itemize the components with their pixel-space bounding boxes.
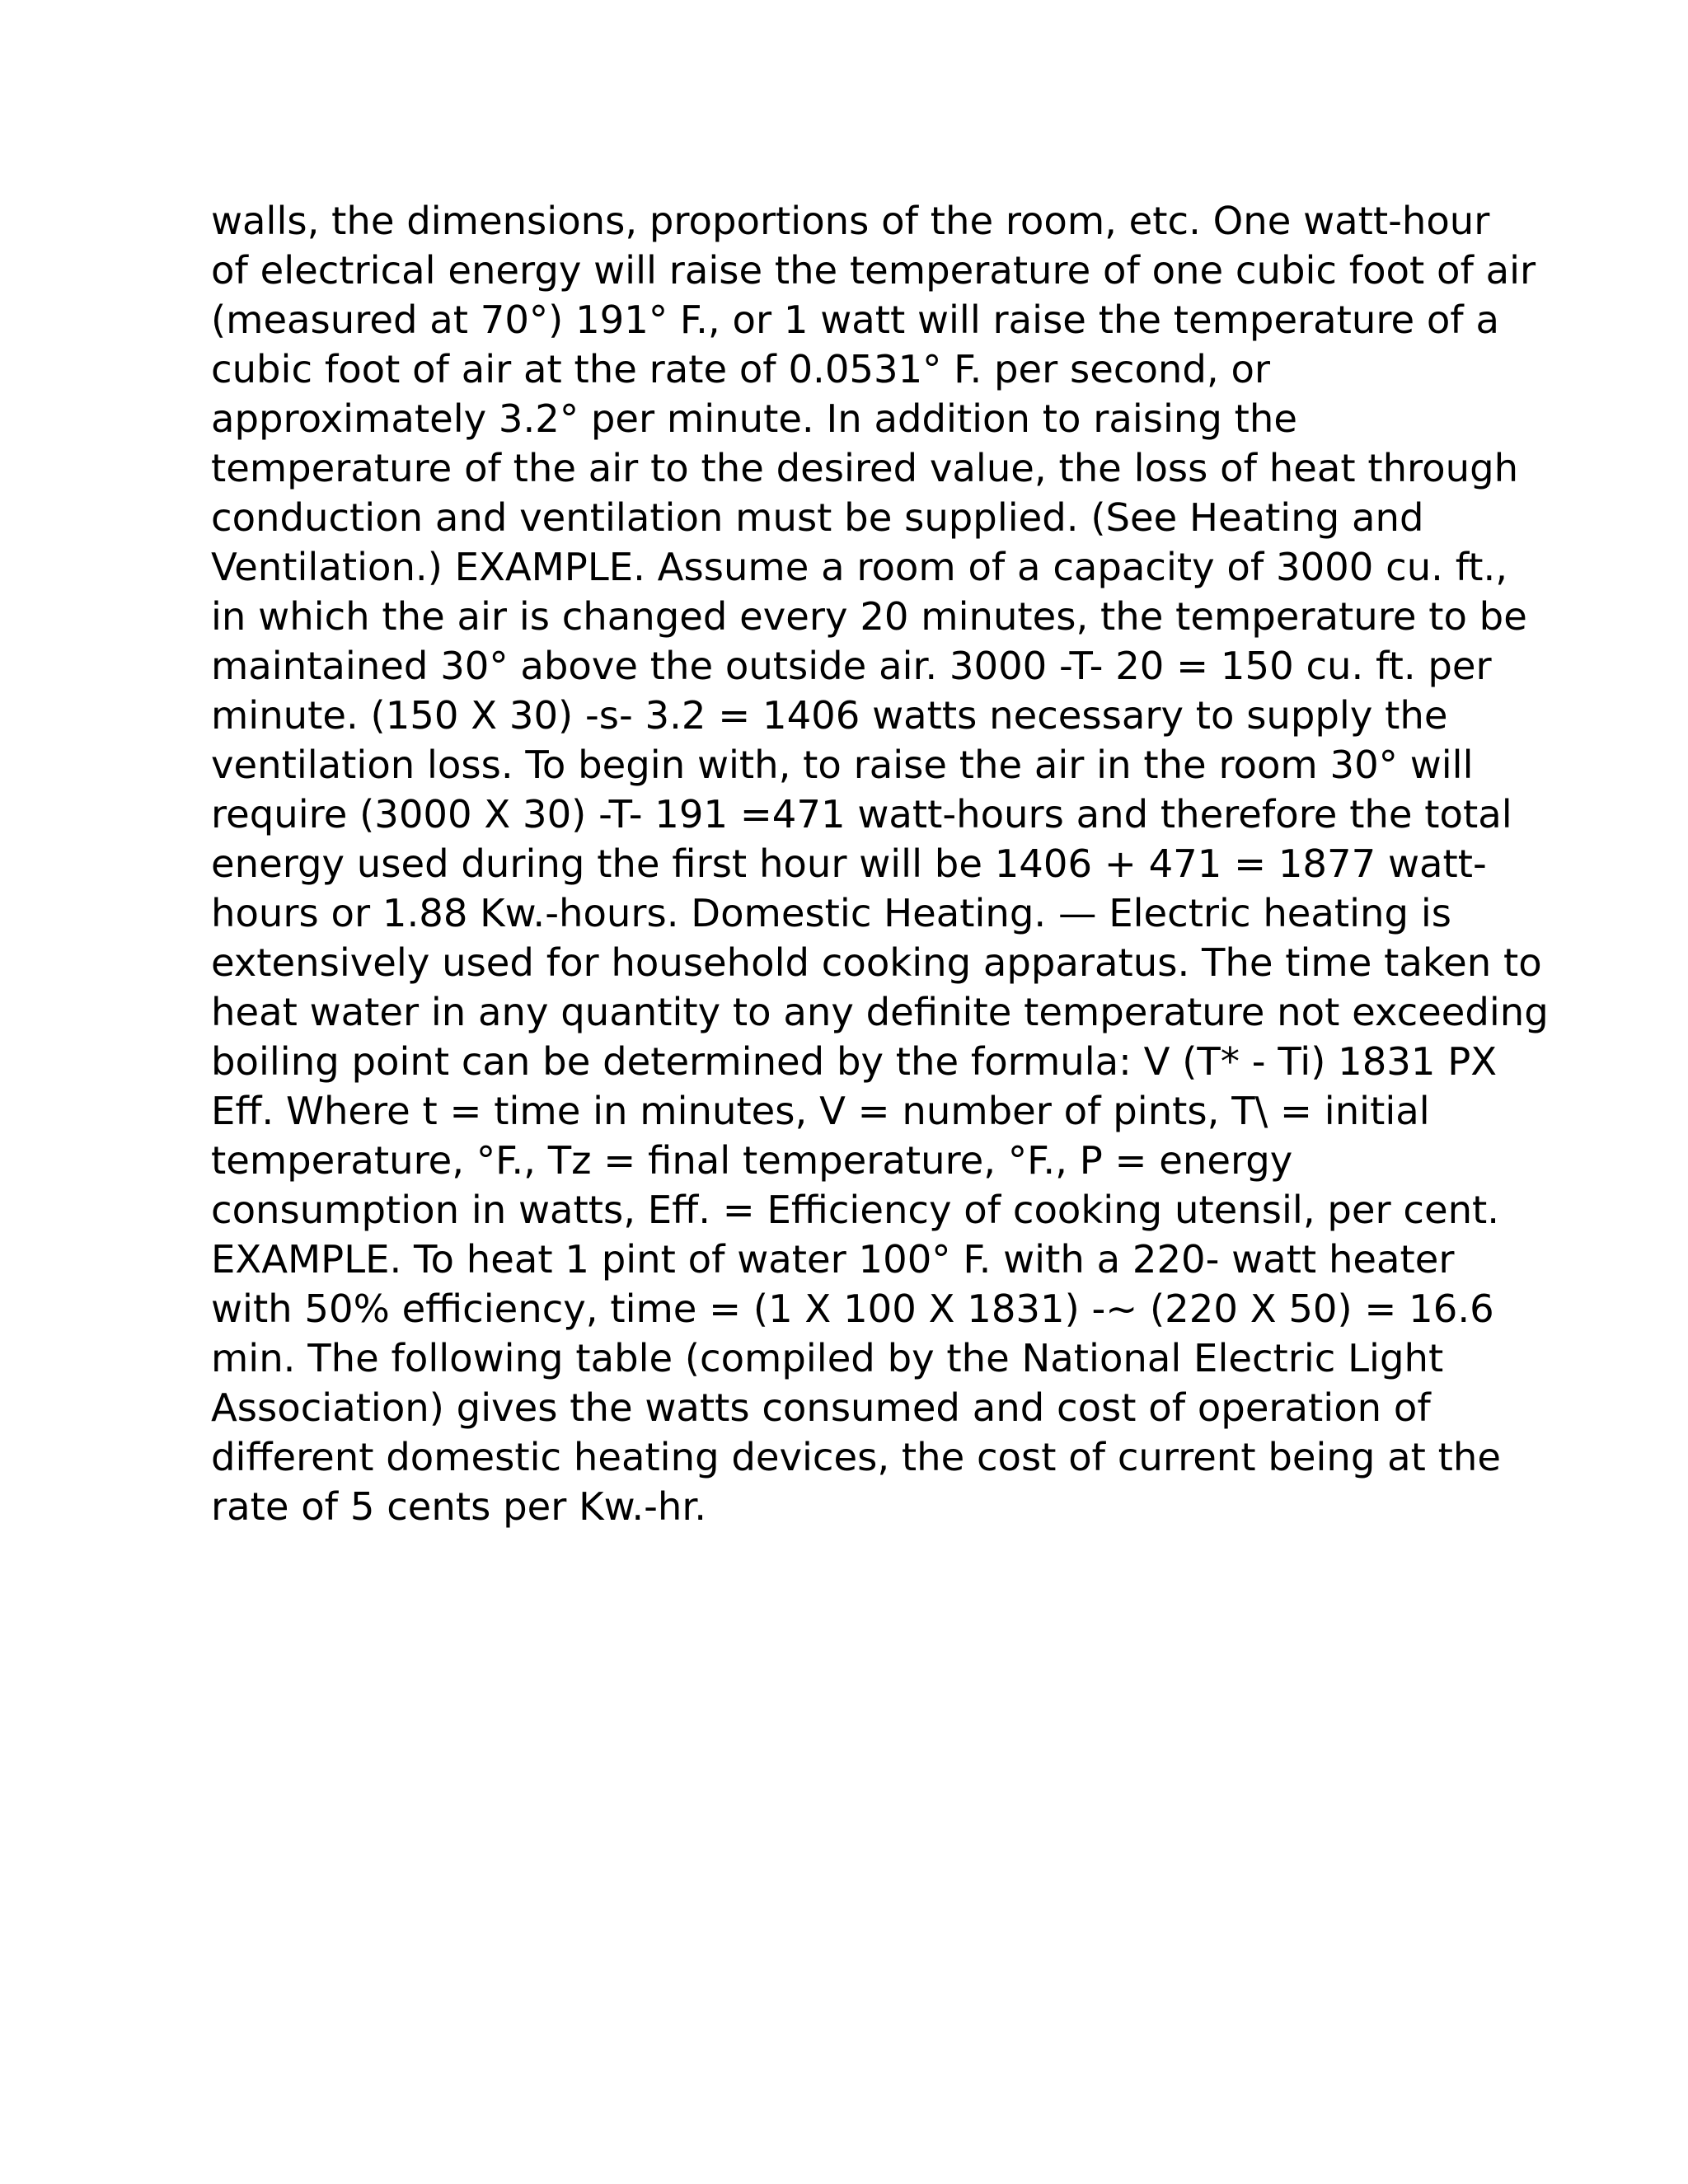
text-line: temperature of the air to the desired value, the loss of heat through <box>211 446 1519 490</box>
text-line: (measured at 70°) 191° F., or 1 watt will raise the temperature of a <box>211 298 1499 342</box>
text-line: extensively used for household cooking apparatus. The time taken to <box>211 940 1542 985</box>
text-line: EXAMPLE. To heat 1 pint of water 100° F. with a 220- watt heater <box>211 1237 1455 1282</box>
text-line: min. The following table (compiled by the National Electric Light <box>211 1336 1444 1380</box>
text-line: with 50% efficiency, time = (1 X 100 X 1831) -~ (220 X 50) = 16.6 <box>211 1286 1494 1331</box>
body-text <box>211 196 1549 1531</box>
text-line: energy used during the first hour will be 1406 + 471 = 1877 watt- <box>211 841 1487 886</box>
text-line: heat water in any quantity to any definite temperature not exceeding <box>211 990 1549 1034</box>
text-line: Eff. Where t = time in minutes, V = number of pints, T\ = initial <box>211 1089 1430 1133</box>
text-line: ventilation loss. To begin with, to raise the air in the room 30° will <box>211 743 1474 787</box>
text-line: require (3000 X 30) -T- 191 =471 watt-hours and therefore the total <box>211 792 1512 837</box>
text-line: rate of 5 cents per Kw.-hr. <box>211 1484 707 1529</box>
text-line: conduction and ventilation must be supplied. (See Heating and <box>211 495 1424 540</box>
text-line: maintained 30° above the outside air. 3000 -T- 20 = 150 cu. ft. per <box>211 644 1492 688</box>
text-line: hours or 1.88 Kw.-hours. Domestic Heating. — Electric heating is <box>211 891 1451 935</box>
text-line: different domestic heating devices, the cost of current being at the <box>211 1435 1501 1479</box>
text-line: temperature, °F., Tz = final temperature, °F., P = energy <box>211 1138 1293 1183</box>
text-line: Association) gives the watts consumed and cost of operation of <box>211 1385 1431 1430</box>
text-line: Ventilation.) EXAMPLE. Assume a room of a capacity of 3000 cu. ft., <box>211 545 1508 589</box>
text-line: walls, the dimensions, proportions of the room, etc. One watt-hour <box>211 199 1490 243</box>
text-line: in which the air is changed every 20 minutes, the temperature to be <box>211 594 1527 639</box>
text-line: boiling point can be determined by the formula: V (T* - Ti) 1831 PX <box>211 1039 1498 1084</box>
text-line: approximately 3.2° per minute. In addition to raising the <box>211 396 1297 441</box>
text-line: consumption in watts, Eff. = Efficiency of cooking utensil, per cent. <box>211 1188 1500 1232</box>
text-line: of electrical energy will raise the temperature of one cubic foot of air <box>211 248 1536 293</box>
text-line: minute. (150 X 30) -s- 3.2 = 1406 watts necessary to supply the <box>211 693 1448 738</box>
text-line: cubic foot of air at the rate of 0.0531° F. per second, or <box>211 347 1271 391</box>
